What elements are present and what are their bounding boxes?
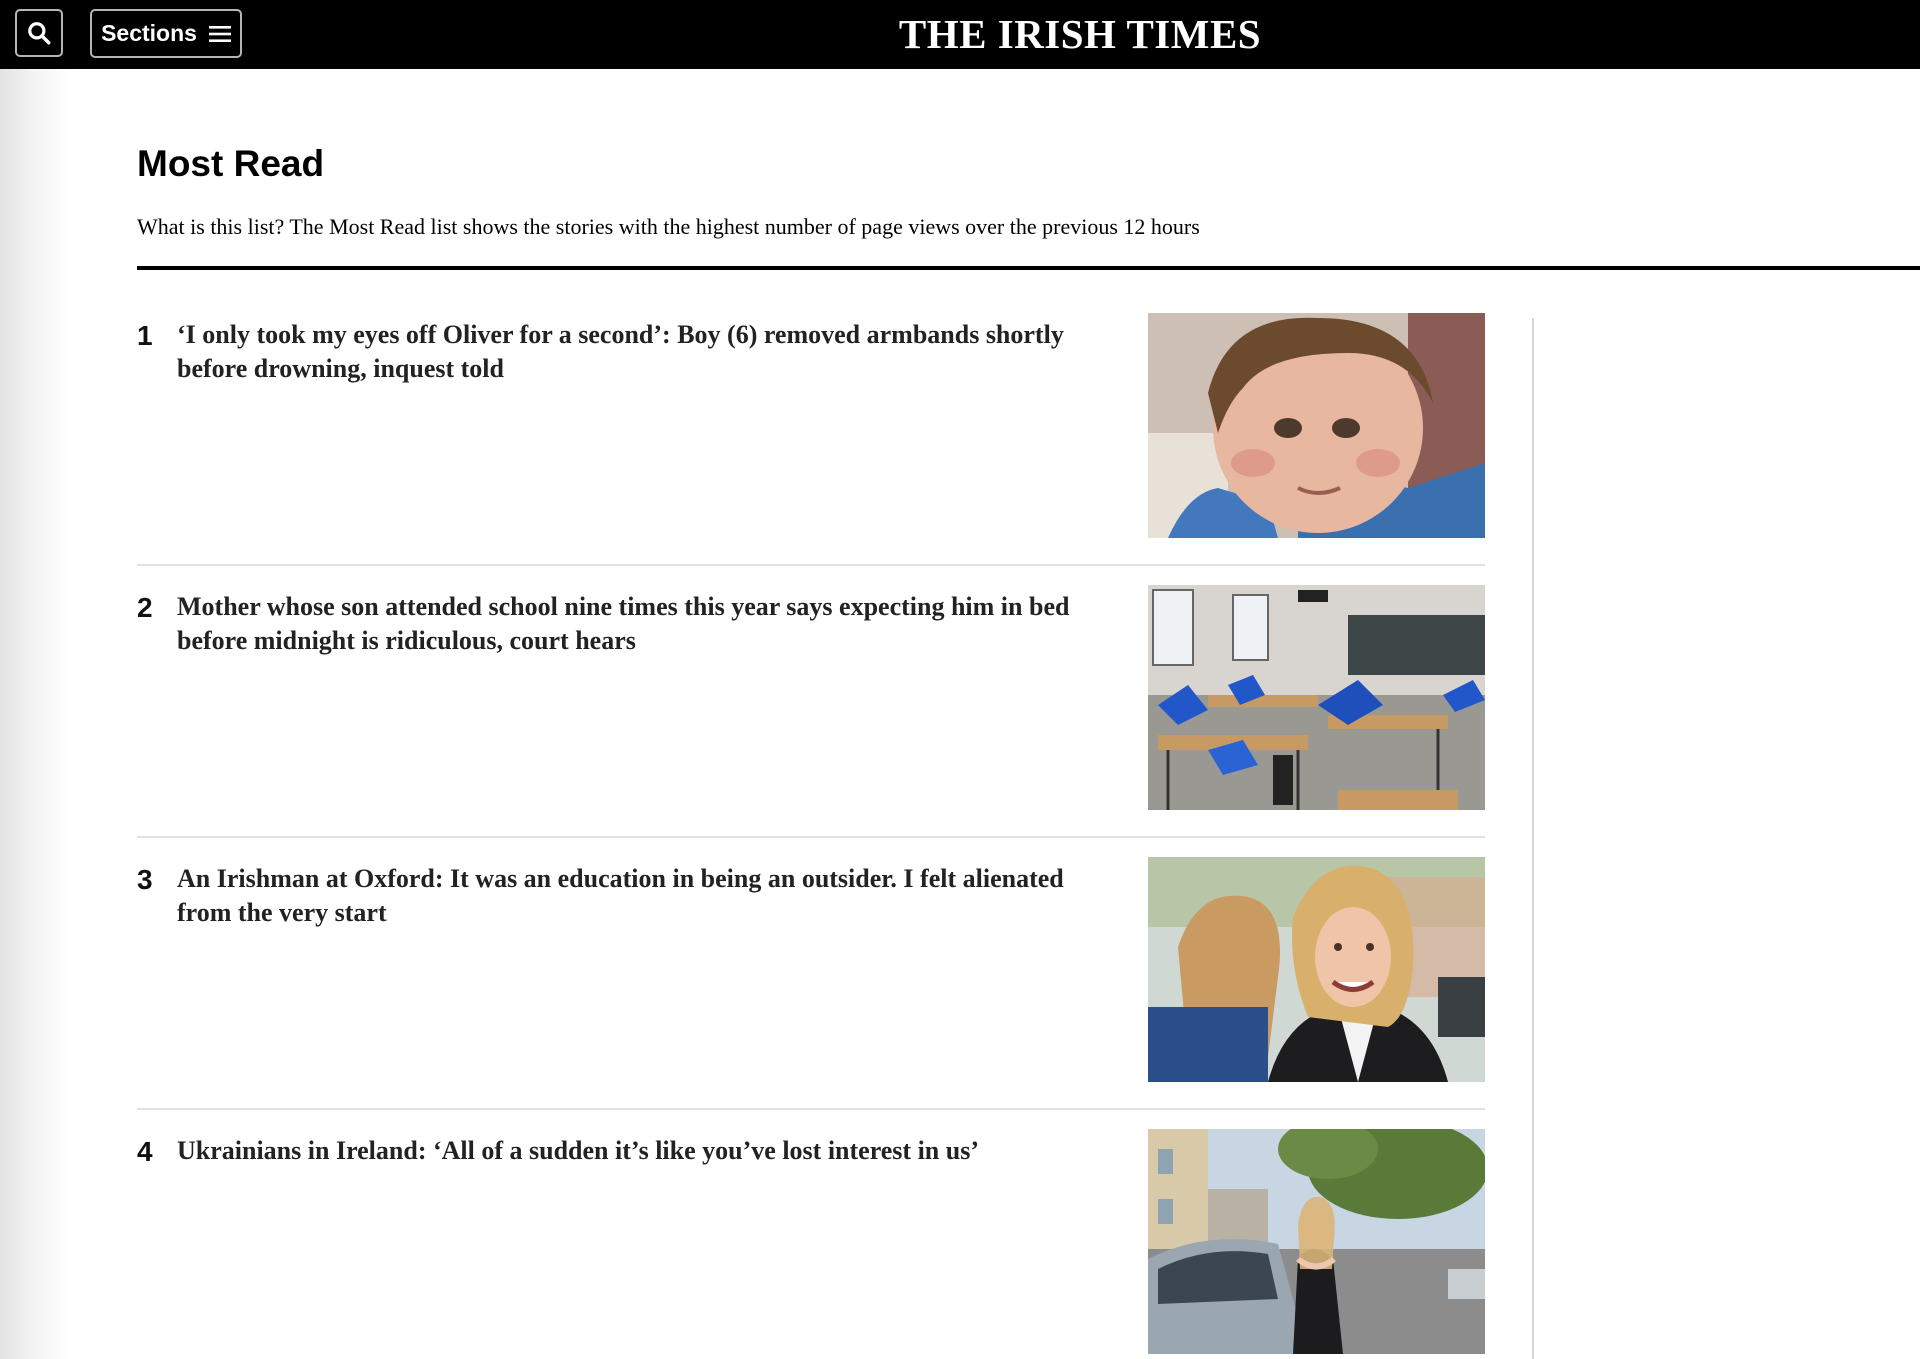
row-divider (137, 836, 1485, 838)
row-divider (137, 564, 1485, 566)
article-headline-link[interactable]: Mother whose son attended school nine times this year says expecting him in bed before midnight is ridiculous, court hears (177, 592, 1070, 655)
site-logo-masthead[interactable]: THE IRISH TIMES (898, 11, 1262, 57)
article-thumbnail[interactable] (1148, 1129, 1485, 1354)
article-thumbnail[interactable] (1148, 585, 1485, 810)
left-edge-shadow (0, 69, 70, 1359)
row-divider (137, 1108, 1485, 1110)
article-thumbnail[interactable] (1148, 313, 1485, 538)
rank-number: 2 (137, 592, 153, 623)
rank-number: 1 (137, 320, 153, 351)
article-headline-link[interactable]: ‘I only took my eyes off Oliver for a second’: Boy (6) removed armbands shortly before drowning, inquest told (177, 320, 1064, 383)
list-item (137, 318, 1485, 543)
section-divider (137, 266, 1920, 270)
woman-heart-hands-street-photo (1148, 1129, 1485, 1354)
article-headline-link[interactable]: Ukrainians in Ireland: ‘All of a sudden it’s like you’ve lost interest in us’ (177, 1136, 980, 1165)
hamburger-menu-icon (209, 24, 231, 44)
top-navigation-bar (0, 0, 1920, 69)
list-item (137, 590, 1485, 815)
article-thumbnail[interactable] (1148, 857, 1485, 1082)
page-title: Most Read (137, 143, 325, 184)
empty-classroom-photo (1148, 585, 1485, 810)
search-button[interactable] (15, 9, 63, 57)
sections-label: Sections (101, 20, 197, 46)
smiling-student-photo (1148, 857, 1485, 1082)
search-icon (26, 20, 52, 46)
sidebar-divider (1532, 318, 1534, 1359)
rank-number: 3 (137, 864, 153, 895)
list-item (137, 1134, 1485, 1359)
sections-menu-button[interactable] (90, 9, 242, 58)
child-portrait-photo (1148, 313, 1485, 538)
list-item (137, 862, 1485, 1087)
article-headline-link[interactable]: An Irishman at Oxford: It was an education in being an outsider. I felt alienated from the very start (177, 864, 1064, 927)
rank-number: 4 (137, 1136, 153, 1167)
list-description: What is this list? The Most Read list shows the stories with the highest number of page views over the previous 12 hours (137, 214, 1200, 239)
